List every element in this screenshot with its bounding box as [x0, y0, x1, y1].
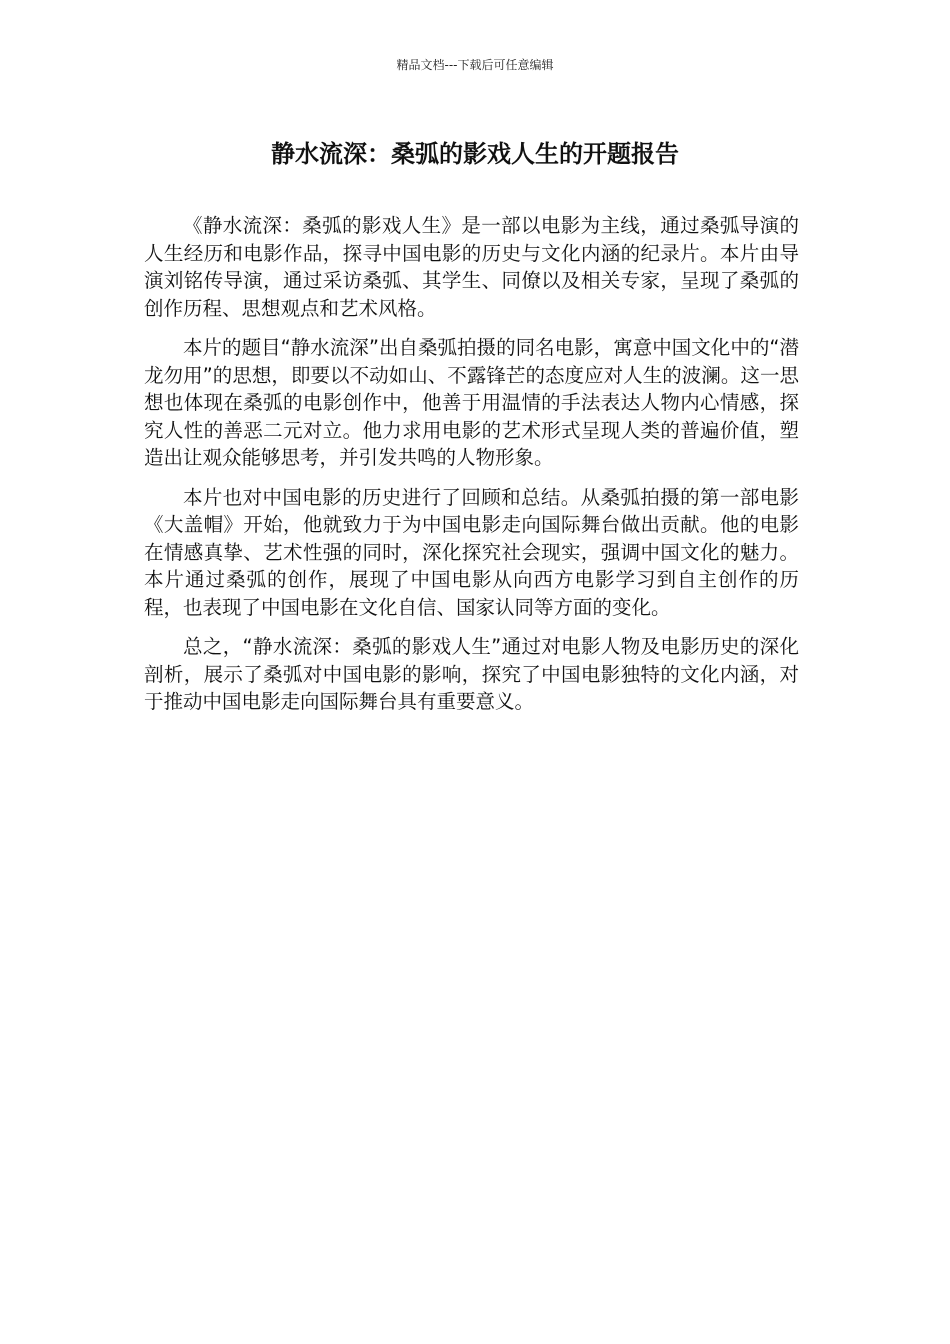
- document-title: 静水流深：桑弧的影戏人生的开题报告: [271, 140, 679, 168]
- page-header: 精品文档---下载后可任意编辑: [396, 58, 554, 72]
- body-paragraph: 本片的题目“静水流深”出自桑弧拍摄的同名电影，寓意中国文化中的“潜龙勿用”的思想，即要以不动如山、不露锋芒的态度应对人生的波澜。这一思想也体现在桑弧的电影创作中，他善于用温情的手法表达人物内心情感，探究人性的善恶二元对立。他力求用电影的艺术形式呈现人类的普遍价值，塑造出让观众能够思考，并引发共鸣的人物形象。: [144, 336, 799, 469]
- body-paragraph: 本片也对中国电影的历史进行了回顾和总结。从桑弧拍摄的第一部电影《大盖帽》开始，他就致力于为中国电影走向国际舞台做出贡献。他的电影在情感真挚、艺术性强的同时，深化探究社会现实，强调中国文化的魅力。本片通过桑弧的创作，展现了中国电影从向西方电影学习到自主创作的历程，也表现了中国电影在文化自信、国家认同等方面的变化。: [144, 485, 799, 619]
- body-paragraph: 《静水流深：桑弧的影戏人生》是一部以电影为主线，通过桑弧导演的人生经历和电影作品，探寻中国电影的历史与文化内涵的纪录片。本片由导演刘铭传导演，通过采访桑弧、其学生、同僚以及相关专家，呈现了桑弧的创作历程、思想观点和艺术风格。: [144, 214, 799, 320]
- body-paragraph: 总之，“静水流深：桑弧的影戏人生”通过对电影人物及电影历史的深化剖析，展示了桑弧对中国电影的影响，探究了中国电影独特的文化内涵，对于推动中国电影走向国际舞台具有重要意义。: [144, 635, 799, 713]
- document-body: [144, 212, 799, 728]
